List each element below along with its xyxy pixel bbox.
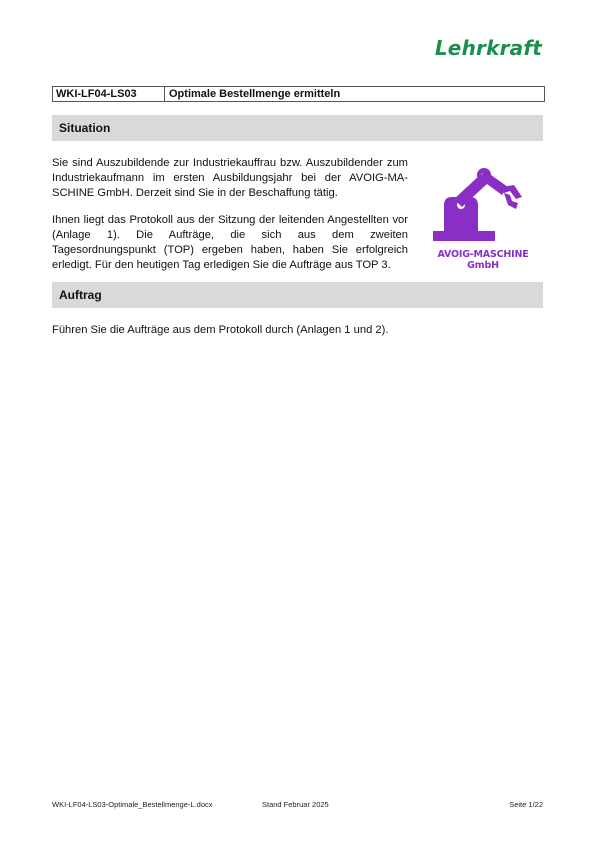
footer-page-number: Seite 1/22: [509, 800, 543, 809]
document-code-table: [52, 86, 545, 102]
situation-paragraph-1: Sie sind Auszubildende zur Industriekauffrau bzw. Auszubildender zum Industriekaufmann im ersten Ausbildungsjahr bei der AVOIG-MASCHINE GmbH. Derzeit sind Sie in der Beschaffung tätig.: [52, 157, 408, 199]
situation-heading: Situation: [52, 115, 543, 141]
auftrag-heading: Auftrag: [52, 282, 543, 308]
robot-arm-icon: [433, 168, 522, 241]
document-code: WKI-LF04-LS03: [53, 87, 165, 101]
logo-company-name: AVOIG-MASCHINE GmbH: [437, 249, 529, 271]
brand-label: Lehrkraft: [434, 36, 542, 60]
situation-paragraph-2: Ihnen liegt das Protokoll aus der Sitzung der leitenden Angestellten vor (Anlage 1). Die Aufträge, die sich aus dem zweiten Tagesordnungspunkt (TOP) ergeben haben, haben Sie erfolgreich erledigt. Für den heutigen Tag erledigen Sie die Aufträge aus TOP 3.: [52, 214, 408, 271]
footer-date: Stand Februar 2025: [262, 800, 329, 809]
document-title: Optimale Bestellmenge ermitteln: [169, 88, 341, 100]
auftrag-paragraph: Führen Sie die Aufträge aus dem Protokoll durch (Anlagen 1 und 2).: [52, 324, 389, 336]
robot-base: [433, 231, 495, 241]
footer-filename: WKI-LF04-LS03-Optimale_Bestellmenge-L.docx: [52, 800, 213, 809]
robot-gripper-upper: [502, 185, 522, 199]
